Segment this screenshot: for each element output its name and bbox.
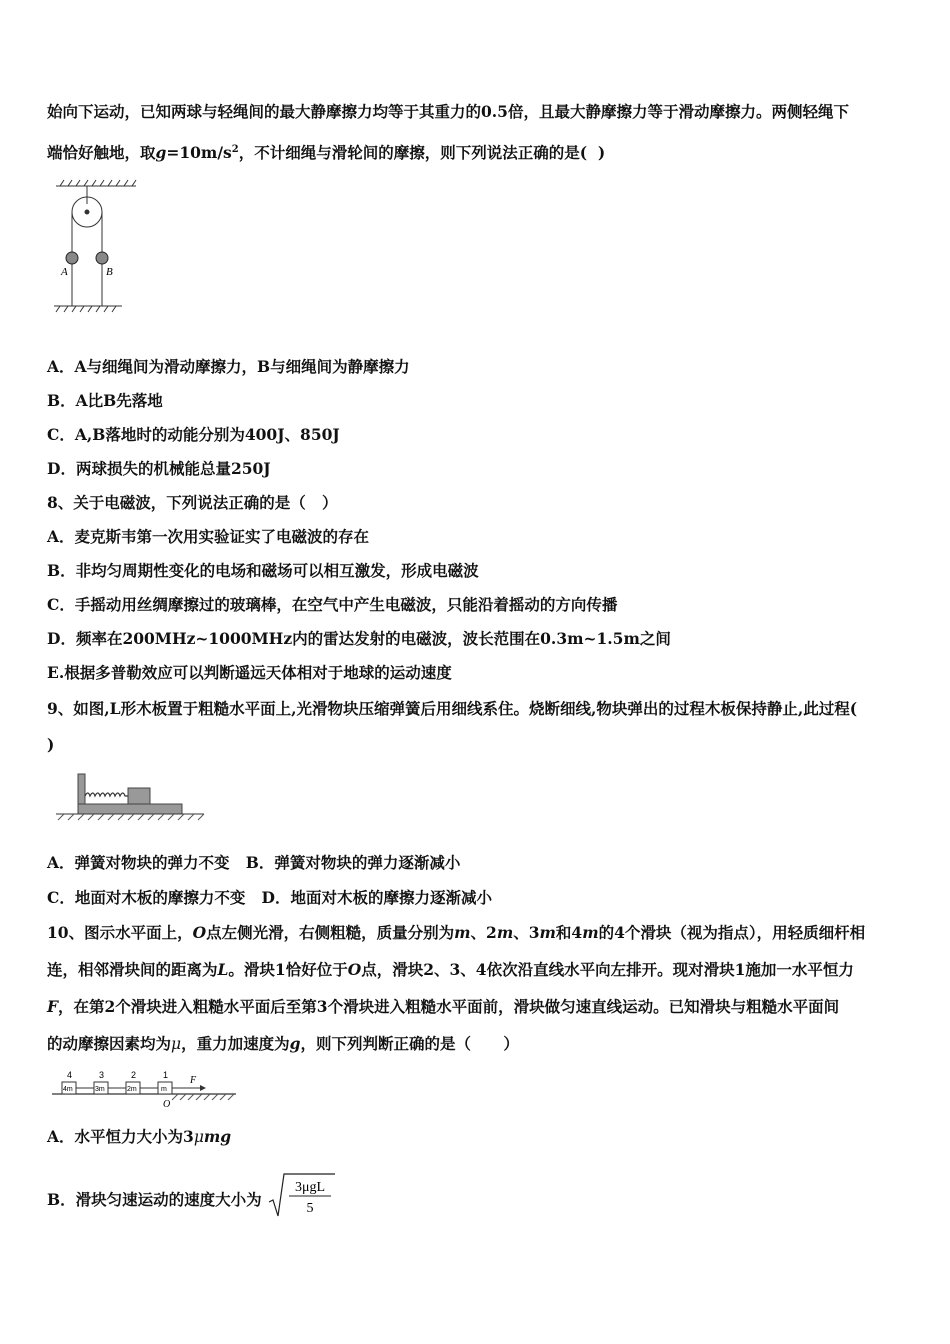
q9-stem-line1: 9、如图,L形木板置于粗糙水平面上,光滑物块压缩弹簧后用细线系住。烧断细线,物块弹出的过程木板保持静止,此过程(: [47, 699, 858, 718]
slider-mass-3: 3m: [95, 1086, 105, 1093]
pulley-figure: [52, 178, 142, 316]
q7-option-b: B．A比B先落地: [47, 391, 163, 410]
q9-options-row2: C．地面对木板的摩擦力不变 D．地面对木板的摩擦力逐渐减小: [47, 888, 492, 907]
sqrt-denominator: 5: [306, 1201, 314, 1216]
l-board-spring-figure: [56, 770, 206, 828]
q10-option-a: A．水平恒力大小为3μmg: [47, 1127, 232, 1146]
q8-option-b: B．非均匀周期性变化的电场和磁场可以相互激发，形成电磁波: [47, 561, 479, 580]
q8-option-c: C．手摇动用丝绸摩擦过的玻璃棒，在空气中产生电磁波，只能沿着摇动的方向传播: [47, 595, 618, 614]
slider-mass-1: m: [161, 1086, 167, 1093]
ball-a: [66, 252, 78, 264]
q7-option-a: A．A与细绳间为滑动摩擦力，B与细绳间为静摩擦力: [47, 357, 410, 376]
q7-option-c: C．A,B落地时的动能分别为400J、850J: [47, 425, 340, 444]
q10-stem-line2: 连，相邻滑块间的距离为L。滑块1恰好位于O点，滑块2、3、4依次沿直线水平向左排开。现对滑块1施加一水平恒力: [47, 960, 854, 979]
slider-label-2: 2: [131, 1070, 137, 1080]
q10-stem-line4: 的动摩擦因素均为μ，重力加速度为g，则下列判断正确的是（ ）: [47, 1034, 519, 1053]
slider-label-1: 1: [163, 1070, 169, 1080]
force-label: F: [190, 1075, 197, 1086]
slider-mass-2: 2m: [127, 1086, 137, 1093]
q8-stem: 8、关于电磁波，下列说法正确的是（ ）: [47, 493, 338, 512]
q9-options-row1: A．弹簧对物块的弹力不变 B．弹簧对物块的弹力逐渐减小: [47, 853, 461, 872]
q7-option-d: D．两球损失的机械能总量250J: [47, 459, 271, 478]
slider-label-3: 3: [99, 1070, 105, 1080]
sqrt-numerator: 3μgL: [294, 1180, 326, 1195]
q10-option-b: B．滑块匀速运动的速度大小为 3μgL 5: [47, 1178, 337, 1224]
q7-text-line2: 端恰好触地，取$g=10m/s^2$，不计细绳与滑轮间的摩擦，则下列说法正确的是( ): [47, 143, 606, 163]
q9-stem-line2: ): [47, 735, 55, 754]
q7-text-line1: 始向下运动，已知两球与轻绳间的最大静摩擦力均等于其重力的0.5倍，且最大静摩擦力等于滑动摩擦力。两侧轻绳下: [47, 102, 849, 121]
ball-b: [96, 252, 108, 264]
q10-stem-line3: F，在第2个滑块进入粗糙水平面后至第3个滑块进入粗糙水平面前，滑块做匀速直线运动。已知滑块与粗糙水平面间: [47, 997, 840, 1016]
sqrt-expression: [267, 1172, 337, 1218]
q8-option-d: D．频率在200MHz~1000MHz内的雷达发射的电磁波，波长范围在0.3m~1.5m之间: [47, 629, 671, 648]
q10-stem-line1: 10、图示水平面上，O点左侧光滑，右侧粗糙，质量分别为m、2m、3m和4m的4个滑块（视为指点），用轻质细杆相: [47, 923, 866, 942]
spring: [85, 793, 128, 796]
sliders-figure: [50, 1066, 240, 1110]
q8-option-a: A．麦克斯韦第一次用实验证实了电磁波的存在: [47, 527, 370, 546]
origin-label: O: [163, 1099, 171, 1110]
label-a: A: [61, 266, 68, 278]
slider-mass-4: 4m: [63, 1086, 73, 1093]
label-b: B: [106, 266, 113, 278]
slider-label-4: 4: [67, 1070, 73, 1080]
q8-option-e: E.根据多普勒效应可以判断遥远天体相对于地球的运动速度: [47, 663, 452, 682]
